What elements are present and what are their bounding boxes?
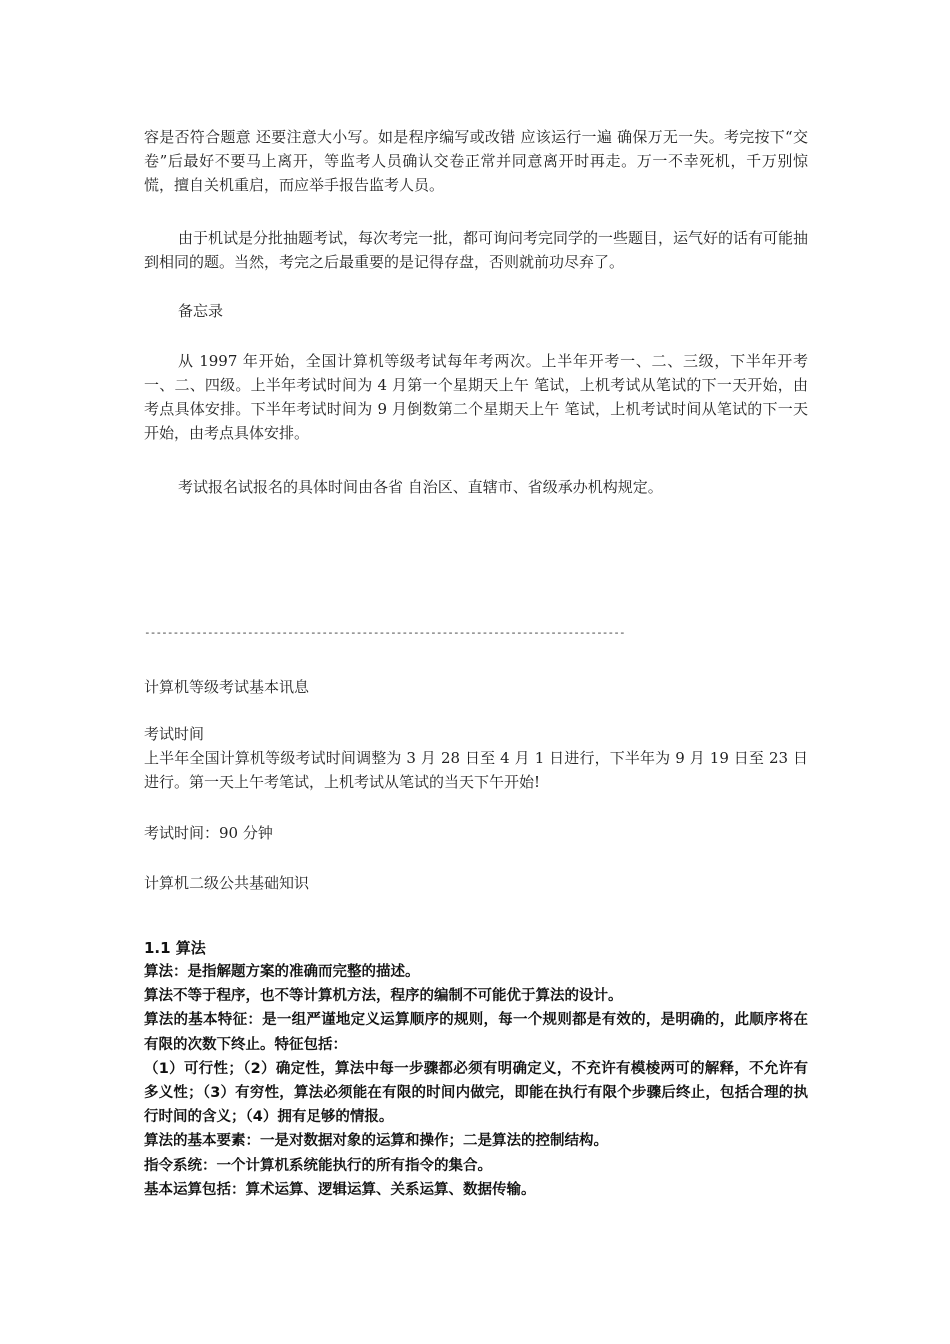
algo-line-basic-ops: 基本运算包括：算术运算、逻辑运算、关系运算、数据传输。 <box>144 1181 536 1198</box>
algo-body <box>144 960 808 1202</box>
algo-line-instruction-set: 指令系统：一个计算机系统能执行的所有指令的集合。 <box>144 1157 492 1174</box>
algo-line-feature-list: （1）可行性；（2）确定性，算法中每一步骤都必须有明确定义，不充许有模棱两可的解释，不允许有多义性；（3）有穷性，算法必须能在有限的时间内做完，即能在执行有限个步骤后终止，包括合理的执行时间的含义；（4）拥有足够的情报。 <box>144 1060 808 1126</box>
exam-time-heading: 考试时间 <box>144 725 205 743</box>
registration-paragraph: 考试报名试报名的具体时间由各省 自治区、直辖市、省级承办机构规定。 <box>178 478 663 496</box>
level2-title: 计算机二级公共基础知识 <box>144 874 310 892</box>
algo-line-definition: 算法：是指解题方案的准确而完整的描述。 <box>144 964 420 980</box>
batch-paragraph: 由于机试是分批抽题考试，每次考完一批，都可询问考完同学的一些题目，运气好的话有可能抽到相同的题。当然，考完之后最重要的是记得存盘，否则就前功尽弃了。 <box>144 229 809 271</box>
algo-line-features: 算法的基本特征：是一组严谨地定义运算顺序的规则，每一个规则都是有效的，是明确的，此顺序将在有限的次数下终止。特征包括： <box>144 1012 808 1053</box>
section-divider: ------------------------------------------------------------------------------------ <box>144 626 625 639</box>
exam-duration: 考试时间：90 分钟 <box>144 824 273 842</box>
intro-paragraph: 容是否符合题意 还要注意大小写。如是程序编写或改错 应该运行一遍 确保万无一失。考完按下“交卷”后最好不要马上离开，等监考人员确认交卷正常并同意离开时再走。万一不幸死机，千万别惊慌，擅自关机重启，而应举手报告监考人员。 <box>144 128 808 194</box>
algo-line-elements: 算法的基本要素：一是对数据对象的运算和操作；二是算法的控制结构。 <box>144 1133 608 1150</box>
schedule-paragraph: 从 1997 年开始，全国计算机等级考试每年考两次。上半年开考一、二、三级，下半年开考一、二、四级。上半年考试时间为 4 月第一个星期天上午 笔试，上机考试从笔试的下一天开始，由考点具体安排。下半年考试时间为 9 月倒数第二个星期天上午 笔试，上机考试时间从笔试的下一天开始，由考点具体安排。 <box>144 352 808 442</box>
algo-heading: 1.1 算法 <box>144 939 206 957</box>
algo-line-not-program: 算法不等于程序，也不等计算机方法，程序的编制不可能优于算法的设计。 <box>144 988 623 1005</box>
section-title: 计算机等级考试基本讯息 <box>144 678 310 696</box>
exam-time-text: 上半年全国计算机等级考试时间调整为 3 月 28 日至 4 月 1 日进行，下半年为 9 月 19 日至 23 日进行。第一天上午考笔试，上机考试从笔试的当天下午开始! <box>144 749 808 791</box>
memo-heading: 备忘录 <box>178 302 224 320</box>
